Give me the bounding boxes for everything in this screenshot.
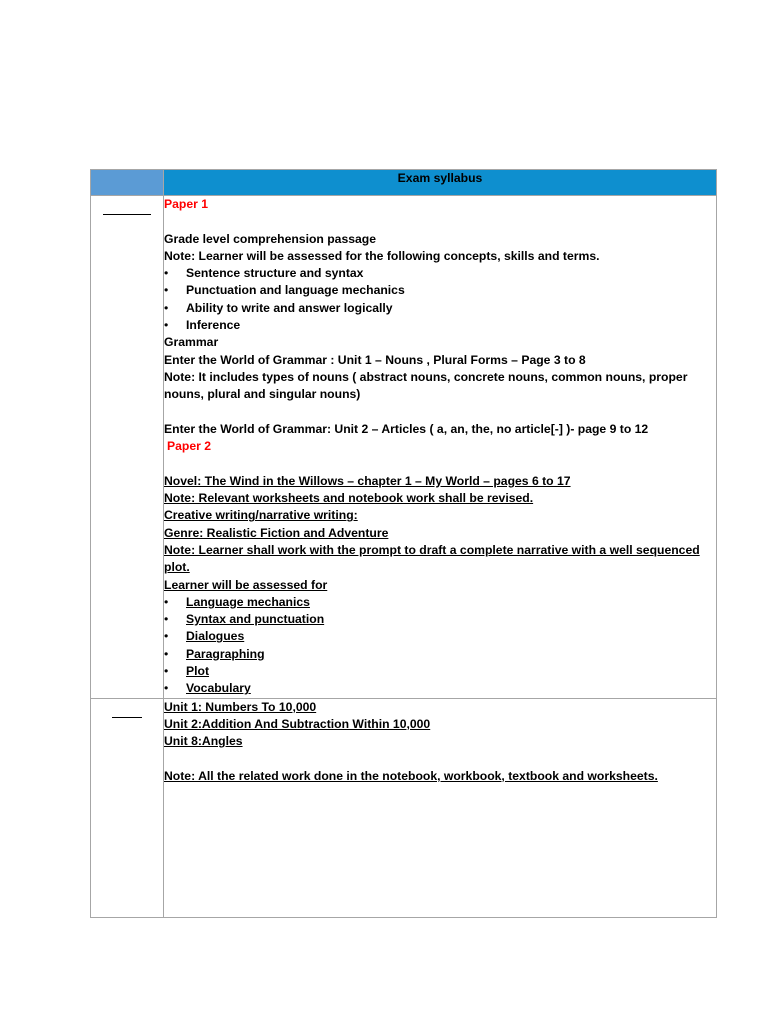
subject-blank-line [103, 197, 151, 215]
list-item [164, 611, 716, 628]
header-corner-cell [91, 170, 164, 196]
assessed-for-line: Learner will be assessed for [164, 577, 328, 592]
list-item [164, 663, 716, 680]
grammar-heading: Grammar [164, 335, 219, 350]
syllabus-table [90, 169, 717, 918]
header-row [91, 170, 717, 196]
list-item-text: Paragraphing [186, 646, 265, 661]
list-item: • Inference [164, 317, 716, 334]
english-row [91, 196, 717, 699]
comprehension-line: Grade level comprehension passage [164, 231, 377, 246]
grammar-unit2: Enter the World of Grammar: Unit 2 – Articles ( a, an, the, no article[-] )- page 9 to 12 [164, 421, 649, 436]
list-item-text: Syntax and punctuation [186, 612, 325, 627]
list-item: • Punctuation and language mechanics [164, 282, 716, 299]
assessed-items-list [164, 594, 716, 698]
maths-subject-cell [91, 698, 164, 917]
maths-unit: Unit 2:Addition And Subtraction Within 10,000 [164, 716, 431, 731]
list-item: • Sentence structure and syntax [164, 265, 716, 282]
list-item [164, 594, 716, 611]
novel-line: Novel: The Wind in the Willows – chapter 1 – My World – pages 6 to 17 [164, 473, 571, 488]
list-item [164, 680, 716, 697]
subject-blank-line [112, 700, 142, 718]
list-item: • Ability to write and answer logically [164, 300, 716, 317]
genre-line: Genre: Realistic Fiction and Adventure [164, 525, 389, 540]
english-subject-cell [91, 196, 164, 699]
header-title-cell [164, 170, 717, 196]
novel-note: Note: Relevant worksheets and notebook work shall be revised. [164, 491, 534, 506]
list-item-text: Vocabulary [186, 681, 251, 696]
paper2-label: Paper 2 [167, 439, 212, 454]
list-item-text: Dialogues [186, 629, 245, 644]
list-item [164, 628, 716, 645]
concepts-list [164, 265, 716, 334]
paper1-label: Paper 1 [164, 197, 209, 211]
grammar-unit1: Enter the World of Grammar : Unit 1 – Nouns , Plural Forms – Page 3 to 8 [164, 352, 586, 367]
narrative-note: Note: Learner shall work with the prompt to draft a complete narrative with a well sequenced plot. [164, 542, 700, 575]
table-title: Exam syllabus [397, 171, 483, 185]
english-content-cell [164, 196, 717, 699]
maths-note: Note: All the related work done in the notebook, workbook, textbook and worksheets. [164, 768, 658, 783]
creative-writing-line: Creative writing/narrative writing: [164, 508, 358, 523]
maths-unit: Unit 1: Numbers To 10,000 [164, 699, 317, 714]
maths-unit: Unit 8:Angles [164, 734, 243, 749]
concepts-note: Note: Learner will be assessed for the following concepts, skills and terms. [164, 248, 600, 263]
list-item [164, 646, 716, 663]
maths-row [91, 698, 717, 917]
maths-content-cell [164, 698, 717, 917]
grammar-note: Note: It includes types of nouns ( abstract nouns, concrete nouns, common nouns, proper nouns, plural and singular nouns) [164, 369, 688, 402]
list-item-text: Plot [186, 664, 210, 679]
list-item-text: Language mechanics [186, 594, 310, 609]
